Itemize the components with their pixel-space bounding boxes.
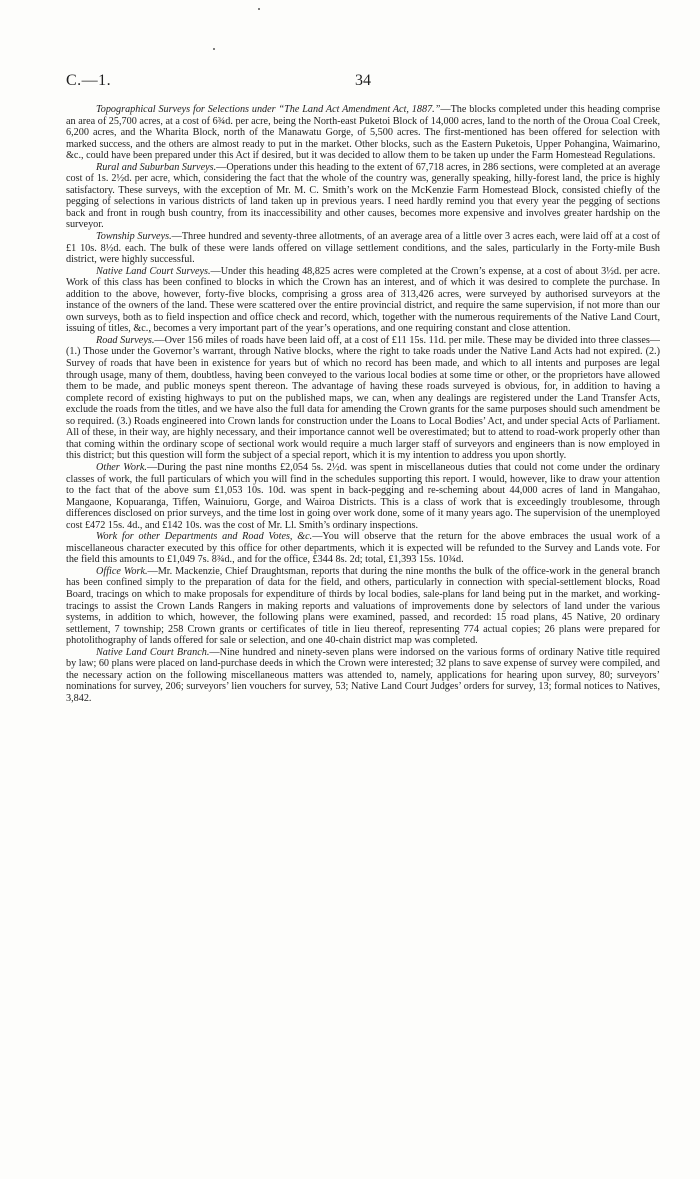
paragraph-other-work — [66, 462, 660, 531]
paragraph-native-land-court-surveys — [66, 266, 660, 335]
paragraph-text: —Nine hundred and ninety-seven plans were indorsed on the various forms of ordinary Native title required by law; 60 plans were placed on land-purchase deeds in which the Crown were interested; 32 plans to save expense of survey were compiled, and the necessary action on the following miscellaneous matters was attended to, namely, applications for hearing upon survey, 80; surveyors’ nominations for survey, 206; surveyors’ lien vouchers for survey, 53; Native Land Court Judges’ orders for survey, 13; formal notices to Natives, 3,842. — [66, 646, 660, 704]
scan-speck — [258, 8, 260, 10]
paragraph-text: —Over 156 miles of roads have been laid off, at a cost of £11 15s. 11d. per mile. These may be divided into three classes—(1.) Those under the Governor’s warrant, through Native blocks, where the right to take roads under the Native Land Acts had not expired. (2.) Survey of roads that have been in existence for years but of which no record has been made, and which to all intents and purposes are legal through usage, many of them, doubtless, having been conveyed to the various local bodies at some time or other, or the proprietors have allowed them to be made, and public moneys spent thereon. The advantage of having these roads surveyed is obvious, for, in addition to having a complete record of existing highways to put on the published maps, we can, when any dealings are registered under the Land Transfer Acts, exclude the roads from the titles, and we have also the full data for amending the Crown grants for the same purposes should such amendment be so required. (3.) Roads engineered into Crown lands for construction under the Loans to Local Bodies’ Act, and under special Acts of Parliament. All of these, in their way, are highly necessary, and their importance cannot well be overestimated; but to attend to road-work properly other than that coming within the ordinary scope of sectional work would require a much larger staff of surveyors and engineers than is now employed in this district; but this question will form the subject of a special report, which it is my intention to address you upon shortly. — [66, 334, 660, 462]
paragraph-rural-suburban-surveys — [66, 162, 660, 231]
paragraph-heading: Work for other Departments and Road Votes, &c. — [96, 531, 313, 543]
paragraph-township-surveys — [66, 231, 660, 266]
paragraph-text: —During the past nine months £2,054 5s. 2½d. was spent in miscellaneous duties that could not come under the ordinary classes of work, the full particulars of which you will find in the schedules supporting this report. I would, however, like to draw your attention to the fact that of the above sum £1,053 10s. 10d. was spent in back-pegging and re-scheming about 44,000 acres of land in Mangahao, Mangaone, Kopuaranga, Tiffen, Wainuioru, Gorge, and Wairoa Districts. This is a class of work that is exceedingly troublesome, through differences disclosed on prior surveys, and the time lost in going over work done, some of it many years ago. The supervision of the unemployed cost £472 15s. 4d., and £142 10s. was the cost of Mr. Ll. Smith’s ordinary inspections. — [66, 461, 660, 531]
paragraph-text: —Operations under this heading to the extent of 67,718 acres, in 286 sections, were completed at an average cost of 1s. 2½d. per acre, which, considering the fact that the whole of the country was, generally speaking, hilly-forest land, the price is highly satisfactory. These surveys, with the exception of Mr. M. C. Smith’s work on the McKenzie Farm Homestead Block, consisted chiefly of the pegging of selections in various districts of land taken up in previous years. I need hardly remind you that every year the pegging of sections back and front in rough bush country, from its inaccessibility and other causes, becomes more expensive and involves greater hardship on the surveyor. — [66, 161, 661, 231]
paragraph-heading: Topographical Surveys for Selections under “The Land Act Amendment Act, 1887.” — [96, 104, 441, 115]
paragraph-text: —Three hundred and seventy-three allotments, of an average area of a little over 3 acres each, were laid off at a cost of £1 10s. 8½d. each. The bulk of these were lands offered on village settlement conditions, and the sales, particularly in the Forty-mile Bush district, were highly successful. — [66, 231, 660, 266]
page-number: 34 — [355, 72, 371, 89]
paragraph-topographical-surveys — [66, 104, 660, 162]
scan-speck — [213, 48, 215, 50]
page-header — [66, 72, 660, 92]
paragraph-heading: Native Land Court Surveys. — [96, 265, 211, 277]
paragraph-heading: Other Work. — [96, 461, 147, 473]
paragraph-work-for-other-departments — [66, 531, 660, 566]
paragraph-text: —The blocks completed under this heading comprise an area of 25,700 acres, at a cost of 6¾d. per acre, being the North-east Puketoi Block of 14,000 acres, land to the north of the Oroua Coal Creek, 6,200 acres, and the Wharita Block, north of the Manawatu Gorge, of 5,500 acres. The first-mentioned has been offered for selection with marked success, and the others are almost ready to put in the market. Other blocks, such as the Eastern Puketois, Upper Pohangina, Waimarino, &c., could have been prepared under this Act if desired, but it was decided to allow them to be taken up under the Farm Homestead Regulations. — [66, 104, 660, 162]
paragraph-text: —Mr. Mackenzie, Chief Draughtsman, reports that during the nine months the bulk of the office-work in the general branch has been confined simply to the preparation of data for the field, and others, particularly in connection with special-settlement blocks, Road Board, tracings on which to make proposals for expenditure of thirds by local bodies, sale-plans for land being put in the market, and working-tracings to assist the Crown Lands Rangers in making reports and valuations of improvements done by selectors of land under the various systems, in addition to which, however, the following plans were examined, passed, and recorded: 15 road plans, 45 Native, 20 ordinary settlement, 7 township; 258 Crown grants or certificates of title in lieu thereof, representing 774 actual copies; 26 plans were prepared for photolithography of lands offered for sale or selection, and one 40-chain district map was completed. — [66, 565, 660, 647]
paragraph-heading: Township Surveys. — [96, 231, 172, 243]
paragraph-heading: Native Land Court Branch. — [96, 646, 210, 658]
document-code: C.—1. — [66, 72, 112, 89]
report-body — [66, 104, 660, 704]
paragraph-text: —You will observe that the return for the above embraces the usual work of a miscellaneous character executed by this office for other departments, which it is expected will be refunded to the Survey and Lands vote. For the field this amounts to £1,049 7s. 8¾d., and for the office, £344 8s. 2d; total, £1,393 15s. 10¾d. — [66, 531, 661, 566]
paragraph-heading: Road Surveys. — [96, 334, 155, 346]
paragraph-heading: Rural and Suburban Surveys. — [96, 161, 217, 173]
paragraph-text: —Under this heading 48,825 acres were completed at the Crown’s expense, at a cost of about 3½d. per acre. Work of this class has been confined to blocks in which the Crown has an interest, and of which it was desired to complete the purchase. In addition to the above, however, forty-five blocks, comprising a gross area of 313,426 acres, were surveyed by authorised surveyors at the instance of the owners of the land. These were scattered over the entire provincial district, and require the same supervision, if not more than our own surveys, both as to field inspection and office check and record, which, together with the numerous requirements of the Native Land Court, issuing of titles, &c., becomes a very important part of the year’s operations, and one requiring constant and close attention. — [66, 265, 661, 335]
paragraph-office-work — [66, 566, 660, 647]
paragraph-native-land-court-branch — [66, 647, 660, 705]
paragraph-road-surveys — [66, 335, 660, 462]
paragraph-heading: Office Work. — [96, 565, 148, 577]
